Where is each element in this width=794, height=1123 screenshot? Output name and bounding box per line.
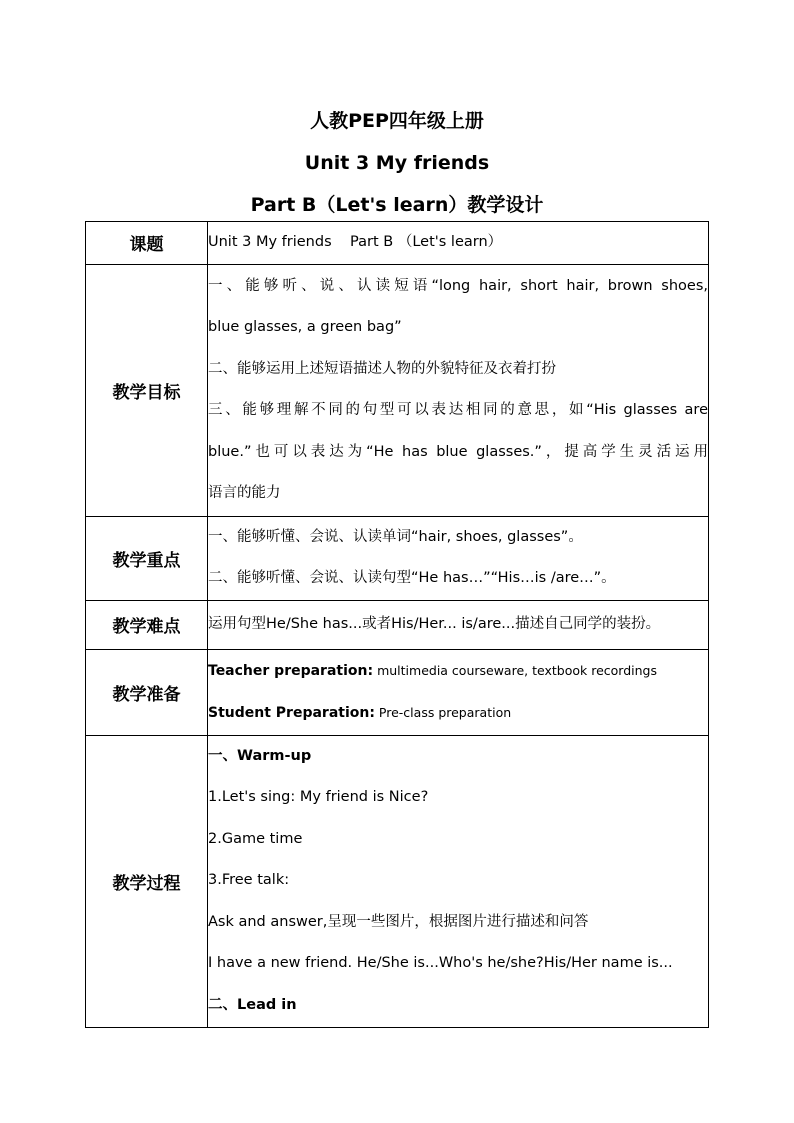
objective-line: 语言的能力 xyxy=(208,485,281,501)
objective-line: 二、能够运用上述短语描述人物的外貌特征及衣着打扮 xyxy=(208,360,556,377)
row-difficulties xyxy=(86,600,709,649)
label-topic: 课题 xyxy=(86,222,208,265)
label-objectives: 教学目标 xyxy=(86,264,208,516)
label-preparation: 教学准备 xyxy=(86,649,208,735)
teacher-preparation-value: multimedia courseware, textbook recordings xyxy=(373,662,657,678)
key-point-line: 一、能够听懂、会说、认读单词“hair, shoes, glasses”。 xyxy=(208,528,583,545)
objective-line: blue glasses, a green bag” xyxy=(208,319,402,335)
topic-value: Unit 3 My friends Part B （Let's learn） xyxy=(208,234,503,250)
title-textbook: 人教PEP四年级上册 xyxy=(310,110,484,132)
content-objectives xyxy=(208,264,709,516)
row-objectives xyxy=(86,264,709,516)
process-line: 1.Let's sing: My friend is Nice? xyxy=(208,789,429,806)
leadin-heading: 二、Lead in xyxy=(208,996,297,1013)
teacher-preparation-label: Teacher preparation: xyxy=(208,662,374,679)
label-key-points: 教学重点 xyxy=(86,516,208,600)
process-line: 2.Game time xyxy=(208,830,303,847)
content-preparation xyxy=(208,649,709,735)
title-lesson: Part B（Let's learn）教学设计 xyxy=(250,194,544,216)
student-preparation xyxy=(208,692,708,735)
lesson-plan-table xyxy=(85,221,709,1028)
student-preparation-label: Student Preparation: xyxy=(208,705,375,721)
title-unit: Unit 3 My friends xyxy=(304,152,490,174)
student-preparation-value: Pre-class preparation xyxy=(374,705,512,720)
content-process xyxy=(208,735,709,1027)
objective-line: blue.”也可以表达为“He has blue glasses.”，提高学生灵活运用 xyxy=(208,443,708,460)
row-preparation xyxy=(86,649,709,735)
content-topic xyxy=(208,222,709,265)
objective-line: 三、能够理解不同的句型可以表达相同的意思，如“His glasses are xyxy=(208,402,708,418)
process-line: Ask and answer,呈现一些图片，根据图片进行描述和问答 xyxy=(208,913,589,930)
process-line: 3.Free talk: xyxy=(208,872,290,889)
label-process: 教学过程 xyxy=(86,735,208,1027)
content-key-points xyxy=(208,516,709,600)
content-difficulties xyxy=(208,600,709,649)
label-difficulties: 教学难点 xyxy=(86,600,208,649)
key-point-line: 二、能够听懂、会说、认读句型“He has…”“His…is /are…”。 xyxy=(208,570,616,586)
row-process xyxy=(86,735,709,1027)
objective-line: 一、能够听、说、认读短语“long hair, short hair, brown shoes, xyxy=(208,277,708,294)
warmup-heading: 一、Warm-up xyxy=(208,747,312,764)
document-title xyxy=(0,100,794,226)
process-line: I have a new friend. He/She is...Who's he/she?His/Her name is... xyxy=(208,955,673,972)
row-topic xyxy=(86,222,709,265)
teacher-preparation xyxy=(208,650,708,693)
difficulty-text: 运用句型He/She has...或者His/Her... is/are...描述自己同学的装扮。 xyxy=(208,615,661,632)
row-key-points xyxy=(86,516,709,600)
